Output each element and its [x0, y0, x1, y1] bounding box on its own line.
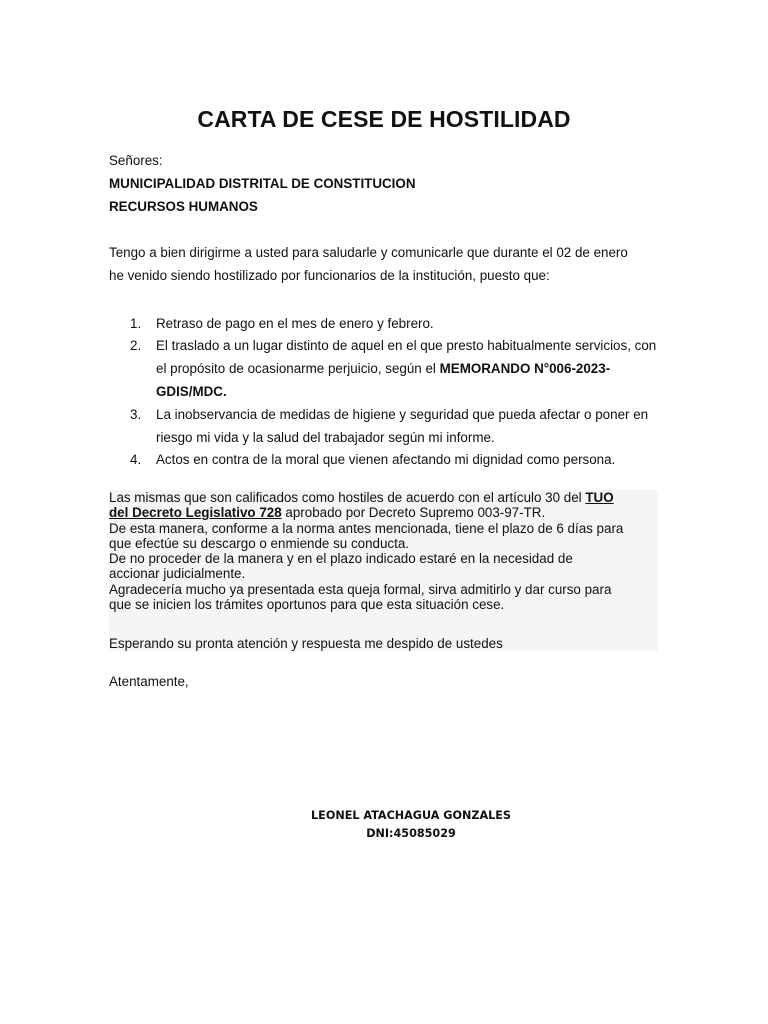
- list-item-text-wrap: [156, 334, 662, 403]
- list-item-text: El traslado a un lugar distinto de aquel en el que presto habitualmente servicios, con el propósito de ocasionarme perjuicio, según el: [156, 338, 657, 376]
- body-p1-start: Las mismas que son calificados como hostiles de acuerdo con el artículo 30 del: [109, 490, 586, 505]
- body-p2-line1: De esta manera, conforme a la norma antes mencionada, tiene el plazo de 6 días para: [109, 520, 624, 536]
- recipient-institution: MUNICIPALIDAD DISTRITAL DE CONSTITUCION: [109, 176, 416, 191]
- memorandum-reference: MEMORANDO N°006-2023-GDIS/MDC.: [156, 361, 611, 399]
- tuo-reference-part2: del Decreto Legislativo 728: [109, 505, 282, 521]
- body-p4-line2: que se inicien los trámites oportunos para que esta situación cese.: [109, 597, 505, 613]
- document-title: CARTA DE CESE DE HOSTILIDAD: [197, 106, 571, 132]
- list-item-text: Retraso de pago en el mes de enero y febrero.: [156, 316, 434, 331]
- body-p2-line2: que efectúe su descargo o enmiende su conducta.: [109, 535, 410, 551]
- intro-paragraph: Tengo a bien dirigirme a usted para saludarle y comunicarle que durante el 02 de enero he venido siendo hostilizado por funcionarios de la institución, puesto que:: [109, 245, 628, 283]
- signature-name: LEONEL ATACHAGUA GONZALES: [311, 809, 511, 822]
- body-paragraphs: [109, 490, 658, 612]
- body-p4-line1: Agradecería mucho ya presentada esta queja formal, sirva admitirlo y dar curso para: [109, 581, 612, 597]
- body-p1-end: aprobado por Decreto Supremo 003-97-TR.: [281, 505, 546, 521]
- list-item-number: 1.: [130, 316, 142, 331]
- list-item-number: 3.: [130, 407, 142, 422]
- salutation: Señores:: [109, 153, 163, 168]
- list-item-text: Actos en contra de la moral que vienen afectando mi dignidad como persona.: [156, 452, 616, 467]
- list-item-number: 2.: [130, 338, 142, 353]
- list-item-number: 4.: [130, 452, 142, 467]
- recipient-department: RECURSOS HUMANOS: [109, 199, 258, 214]
- body-line: [109, 505, 658, 520]
- farewell-line: Esperando su pronta atención y respuesta me despido de ustedes: [109, 636, 503, 651]
- body-p3-line1: De no proceder de la manera y en el plazo indicado estaré en la necesidad de: [109, 551, 573, 567]
- closing-phrase: Atentamente,: [109, 674, 189, 689]
- tuo-reference-part1: TUO: [585, 490, 614, 505]
- body-line: [109, 490, 658, 505]
- body-p3-line2: accionar judicialmente.: [109, 566, 246, 582]
- list-item-text: La inobservancia de medidas de higiene y seguridad que pueda afectar o poner en riesgo mi vida y la salud del trabajador según mi informe.: [156, 407, 649, 445]
- signature-dni: DNI:45085029: [366, 827, 456, 840]
